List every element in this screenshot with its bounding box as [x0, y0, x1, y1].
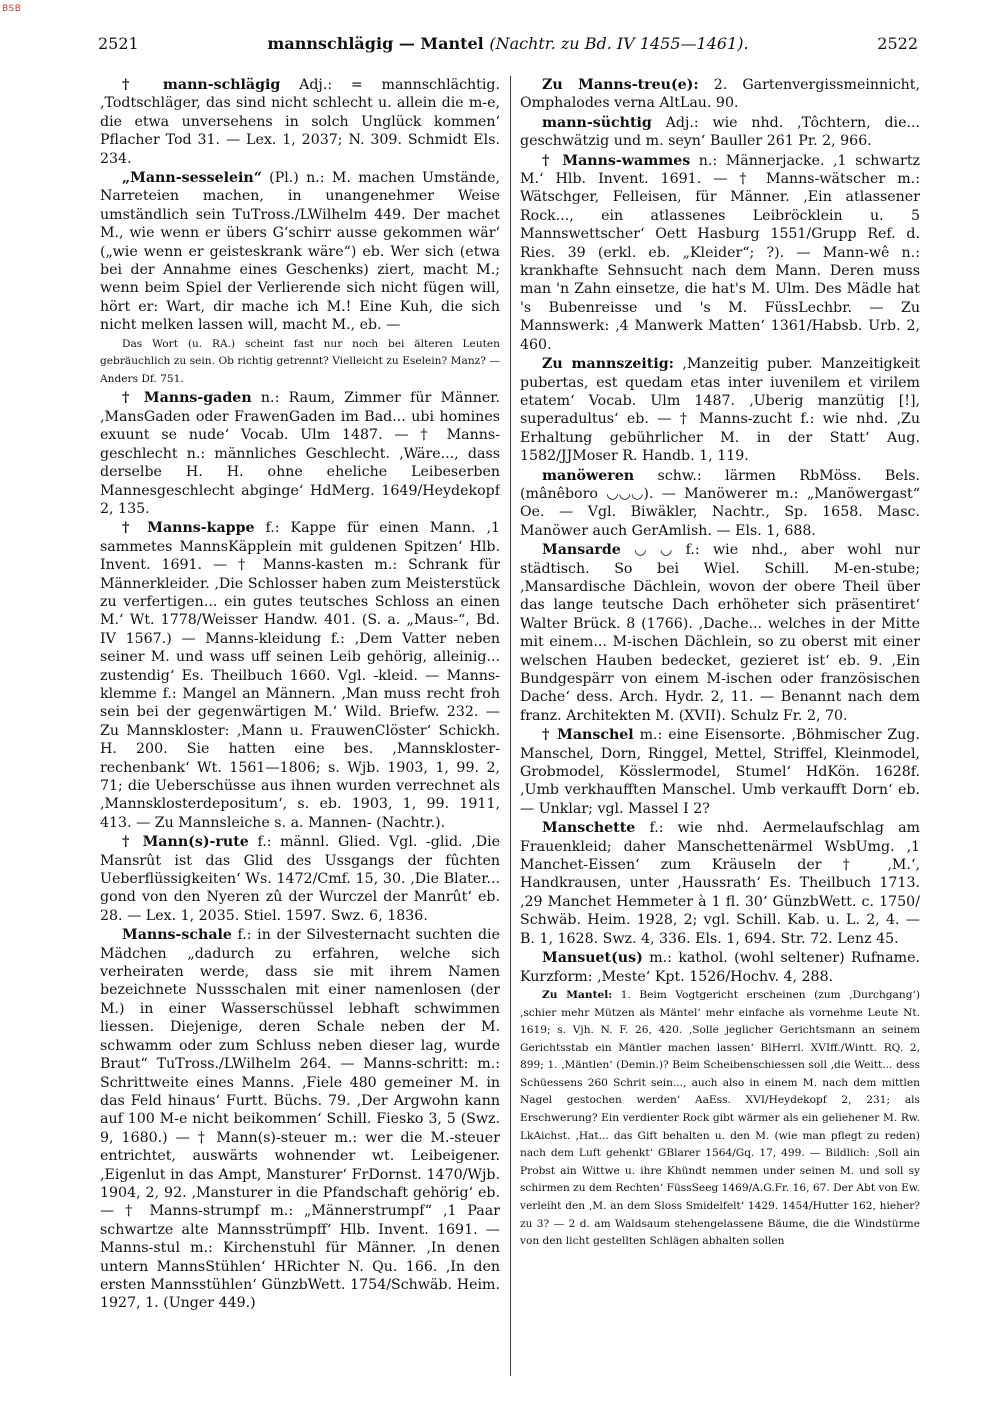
entry-text: 1. Beim Vogtgericht erscheinen (zum ‚Durchgang‘) ‚schier mehr Mützen als Mäntel‘ mehr einfache als vornehme Leute Nt. 1619; s. Vjh. N. F. 26, 420. ‚Solle jeglicher Gerichtsmann an seinem Gerichtsstab ein Mäntler machen lassen‘ BlHerrl. XVIff./Wintt. RQ. 2, 899; 1. ‚Mäntlen‘ (Demin.)? Beim Scheibenschiessen soll ‚die Weitt... dess Schüessens 260 Schrit sein..., auch also in einem M. nach dem mittlen Nagel gestochen werden‘ AaEss. XVI/Heydekopf 2, 231; als Erschwerung? Ein verdienter Rock gibt wärmer als ein geliehener M. Rw. LkAichst. ‚Hat... das Gift behalten u. den M. (wie man pflegt zu reden) nach dem Luft gehenkt‘ GBlarer 1564/Gq. 17, 499. — Bildlich: ‚Soll ain Probst ain Wittwe u. ihre Khündt nemmen under seinen M. und soll sy schirmen zu dem Rechten‘ FüssSeeg 1469/A.G.Fr. 16, 67. Der Abt von Ew. verleiht den ‚M. an dem Sloss Smidelfelt‘ 1429. 1454/Hutter 162, hieher? zu 3? — 2 d. am Waldsaum stehengelassene Bäume, die die Windstürme von den licht gestellten Schlägen abhalten sollen: [520, 988, 920, 1248]
dictionary-entry: [520, 949, 920, 986]
page-header: [98, 34, 918, 56]
page-number-right: 2522: [877, 34, 918, 53]
entry-text: f.: Kappe für einen Mann. ‚1 sammetes MannsKäpplein mit guldenen Spitzen‘ Hlb. Invent. 1691. — † Manns-kasten m.: Schrank für Männerkleider. ‚Die Schlosser haben zum Meisterstück zu verfertigen... ein gutes teutsches Schloss an einen M.‘ Wt. 1778/Weisser Handw. 401. (S. a. „Maus-“, Bd. IV 1567.) — Manns-kleidung f.: ‚Dem Vatter neben seiner M. und wass uff seinen Leib gehörig, alleinig... zustendig‘ Es. Theilbuch 1660. Vgl. -kleid. — Manns-klemme f.: Mangel an Männern. ‚Man muss recht froh sein bei der gegenwärtigen M.‘ Wild. Briefw. 232. — Zu Mannskloster: ‚Mann u. FrauwenClöster‘ Schickh. H. 200. Sie hatten eine bes. ‚Mannskloster-rechenbank‘ Wt. 1561—1806; s. Wjb. 1903, 1, 99. 2, 71; die Ueberschüsse aus ihnen wurden verrechnet als ‚Mannsklosterdepositum‘, s. eb. 1903, 1, 99. 1911, 413. — Zu Mannsleiche s. a. Mannen- (Nachtr.).: [100, 520, 500, 831]
dictionary-entry: [100, 926, 500, 1313]
entry-headword: † Manns-kappe: [122, 520, 255, 537]
library-stamp: BSB: [2, 4, 22, 14]
entry-text: Adj.: = mannschlächtig. ‚Todtschläger, das sind nicht schlecht u. allein die m-e, die etwa unversehens in solch Unglück kommen‘ Pflacher Tod 31. — Lex. 1, 2037; N. 309. Schmidt Els. 234.: [100, 77, 500, 167]
entry-text: f.: in der Silvesternacht suchten die Mädchen „dadurch zu erfahren, welche sich verheiraten werde, dass sie mit ihrem Namen bezeichnete Nussschalen mit einer namenlosen (der M.) in einer Wasserschüssel lebhaft schwimmen liessen. Diejenige, deren Schale neben der M. schwamm oder zum Schluss neben dieser lag, wurde Braut“ TuTross./LWilhelm 264. — Manns-schritt: m.: Schrittweite eines Manns. ‚Fiele 480 gemeiner M. in das Feld hinaus‘ Furtt. Büchs. 79. ‚Der Argwohn kann auf 100 M-e nicht beikommen‘ Schill. Fiesko 3, 5 (Swz. 9, 1680.) — † Mann(s)-steuer m.: wer die M.-steuer entrichtet, auswärts wohnender wt. Leibeigener. ‚Eigenlut in das Ampt, Mansturer‘ FrDornst. 1470/Wjb. 1904, 2, 92. ‚Mansturer in die Pfandschaft gehörig‘ eb. — † Manns-strumpf m.: „Männerstrumpf“ ‚1 Paar schwartze alte Mannsstrümpff‘ Hlb. Invent. 1691. — Manns-stul m.: Kirchenstuhl für Männer. ‚In denen untern MannsStühlen‘ HRichter N. Qu. 166. ‚In den ersten Mannsstühlen‘ GünzbWett. 1754/Schwäb. Heim. 1927, 1. (Unger 449.): [100, 927, 500, 1312]
dictionary-entry: [520, 819, 920, 948]
entry-headword: Zu mannszeitig:: [542, 356, 674, 373]
entry-headword: Mansarde: [542, 542, 621, 559]
entry-text: Das Wort (u. RA.) scheint fast nur noch bei älteren Leuten gebräuchlich zu sein. Ob richtig getrennt? Vielleicht zu Eselein? Manz? — Anders Df. 751.: [100, 337, 500, 385]
dictionary-entry: [520, 152, 920, 354]
entry-headword: mann-süchtig: [542, 114, 652, 131]
dictionary-entry: [100, 833, 500, 925]
entry-headword: † mann-schlägig: [122, 77, 281, 93]
entry-text: f.: männl. Glied. Vgl. -glid. ‚Die Mansrût ist das Glid des Ussgangs der fûchten Ueberflüssigkeiten‘ Ws. 1472/Cmf. 15, 30. ‚Die Blater... gond von den Nyeren zû der Wurczel der Manrût‘ eb. 28. — Lex. 1, 2035. Stiel. 1597. Swz. 6, 1836.: [100, 834, 500, 924]
entry-text: m.: eine Eisensorte. ‚Böhmischer Zug. Manschel, Dorn, Ringgel, Mettel, Striffel, Kleinmodel, Grobmodel, Kösslermodel, Stumel‘ HdKön. 1628f. ‚Umb verkhaufften Manschel. Umb verkaufft Dorn‘ eb. — Unklar; vgl. Massel I 2?: [520, 727, 920, 817]
left-column: [100, 76, 500, 1386]
entry-text: ◡ ◡ f.: wie nhd., aber wohl nur städtisch. So bei Wiel. Schill. M-en-stube; ‚Mansardische Dächlein, wovon der obere Theil über das lange teutsche Dach erhöheter sich präsentiret‘ Walter Brück. 8 (1766). ‚Dache... welches in der Mitte mit einem... M-ischen Dächlein, so zu oberst mit einer welschen Hauben bedecket, gezieret ist‘ eb. 9. ‚Ein Bundgespärr von einem M-ischen oder französischen Dache‘ dess. Arch. Hydr. 2, 11. — Benannt nach dem franz. Architekten M. (XVII). Schulz Fr. 2, 70.: [520, 542, 920, 724]
dictionary-entry: [520, 355, 920, 465]
dictionary-entry: [520, 987, 920, 1251]
running-title-note: (Nachtr. zu Bd. IV 1455—1461).: [489, 34, 749, 53]
entry-text: f.: wie nhd. Aermelaufschlag am Frauenkleid; daher Manschettenärmel WsbUmg. ‚1 Manchet-Eissen‘ zum Kräuseln der † ‚M.‘, Handkrausen, unter ‚Haussrath‘ Es. Theilbuch 1713. ‚29 Manchet Hemmeter à 1 fl. 30‘ GünzbWett. c. 1750/ Schwäb. Heim. 1928, 2; vgl. Schill. Kab. u. L. 2, 4. — B. 1, 1628. Swz. 4, 336. Els. 1, 694. Str. 72. Lenz 45.: [520, 820, 920, 947]
dictionary-entry: [520, 726, 920, 818]
entry-headword: manöweren: [542, 467, 635, 484]
entry-headword: „Mann-sesselein“: [122, 170, 262, 187]
dictionary-entry: [100, 389, 500, 518]
dictionary-entry: [520, 467, 920, 541]
entry-text: ‚Manzeitig puber. Manzeitigkeit pubertas, est quedam etas inter iuvenilem et virilem etatem‘ Vocab. Ulm 1487. ‚Uberig manzütig [!], superadultus‘ eb. — † Manns-zucht f.: wie nhd. ‚Zu Erhaltung gebührlicher M. in der Statt‘ Aug. 1582/JJMoser R. Handb. 1, 119.: [520, 356, 920, 465]
entry-text: n.: Männerjacke. ‚1 schwartz M.‘ Hlb. Invent. 1691. — † Manns-wätscher m.: Wätschger, Felleisen, für Männer. ‚Ein atlassener Rock..., ein atlassenes Leibröcklein u. 5 Mannswettscher‘ Oett Hasburg 1551/Grupp Ref. d. Ries. 39 (erkl. eb. „Kleider“; ?). — Mann-wê n.: krankhafte Sehnsucht nach dem Mann. Deren muss man 'n Zahn einsetze, die hat's M. Ulm. Des Mädle hat 's Bubenreisse und 's M. FüssLechbr. — Zu Mannswerk: ‚4 Manwerk Matten‘ 1361/Habsb. Urb. 2, 460.: [520, 152, 920, 353]
entry-headword: Manns-schale: [122, 927, 232, 944]
page-number-left: 2521: [98, 34, 139, 53]
running-title-main: mannschlägig — Mantel: [267, 34, 484, 53]
entry-text: schw.: lärmen RbMöss. Bels. (mânêboro ◡◡◡). — Manöwerer m.: „Manöwergast“ Oe. — Vgl. Biwäkler, Nachtr., Sp. 1658. Masc. Manöwer auch GerAmlish. — Els. 1, 688.: [520, 467, 920, 539]
dictionary-entry: [100, 76, 500, 168]
entry-headword: † Manns-gaden: [122, 390, 252, 407]
dictionary-entry: [520, 76, 920, 113]
entry-headword: Zu Manns-treu(e):: [542, 77, 699, 93]
entry-headword: † Manschel: [542, 727, 634, 744]
dictionary-entry: [100, 336, 500, 389]
entry-text: n.: Raum, Zimmer für Männer. ‚MansGaden oder FrawenGaden im Bad... ubi homines exuunt se nude‘ Vocab. Ulm 1487. — † Manns-geschlecht n.: männliches Geschlecht. ‚Wäre..., dass derselbe H. H. ohne eheliche Leibeserben Mannesgeschlecht abginge‘ HdMerg. 1649/Heydekopf 2, 135.: [100, 390, 500, 517]
dictionary-entry: [520, 541, 920, 725]
running-title: [98, 34, 918, 53]
entry-headword: Zu Mantel:: [542, 988, 613, 1001]
entry-headword: † Manns-wammes: [542, 152, 691, 169]
column-divider: [510, 76, 511, 1376]
entry-text: 2. Gartenvergissmeinnicht, Omphalodes verna AltLau. 90.: [520, 77, 920, 112]
dictionary-entry: [100, 519, 500, 832]
dictionary-entry: [520, 114, 920, 151]
entry-headword: Manschette: [542, 820, 636, 837]
entry-text: Adj.: wie nhd. ‚Tôchtern, die... geschwätzig und m. seyn‘ Bauller 261 Pr. 2, 966.: [520, 114, 920, 150]
entry-text: m.: kathol. (wohl seltener) Rufname. Kurzform: ‚Meste‘ Kpt. 1526/Hochv. 4, 288.: [520, 950, 920, 985]
entry-headword: Mansuet(us): [542, 950, 643, 967]
right-column: [520, 76, 920, 1386]
dictionary-entry: [100, 169, 500, 335]
entry-text: (Pl.) n.: M. machen Umstände, Narreteien machen, in unangenehmer Weise umständlich sein TuTross./LWilhelm 449. Der machet M., wie wenn er übers G‘schirr ausse gekommen wär‘ („wie wenn er geisteskrank wäre“) eb. Wer sich (etwa bei der Annahme eines Geschenks) ziert, macht M.; wenn beim Spiel der Verlierende sich nicht fügen will, hört er: Wart, dir mache ich M.! Eine Kuh, die sich nicht melken lassen will, macht M., eb. —: [100, 170, 500, 334]
entry-headword: † Mann(s)-rute: [122, 834, 249, 851]
